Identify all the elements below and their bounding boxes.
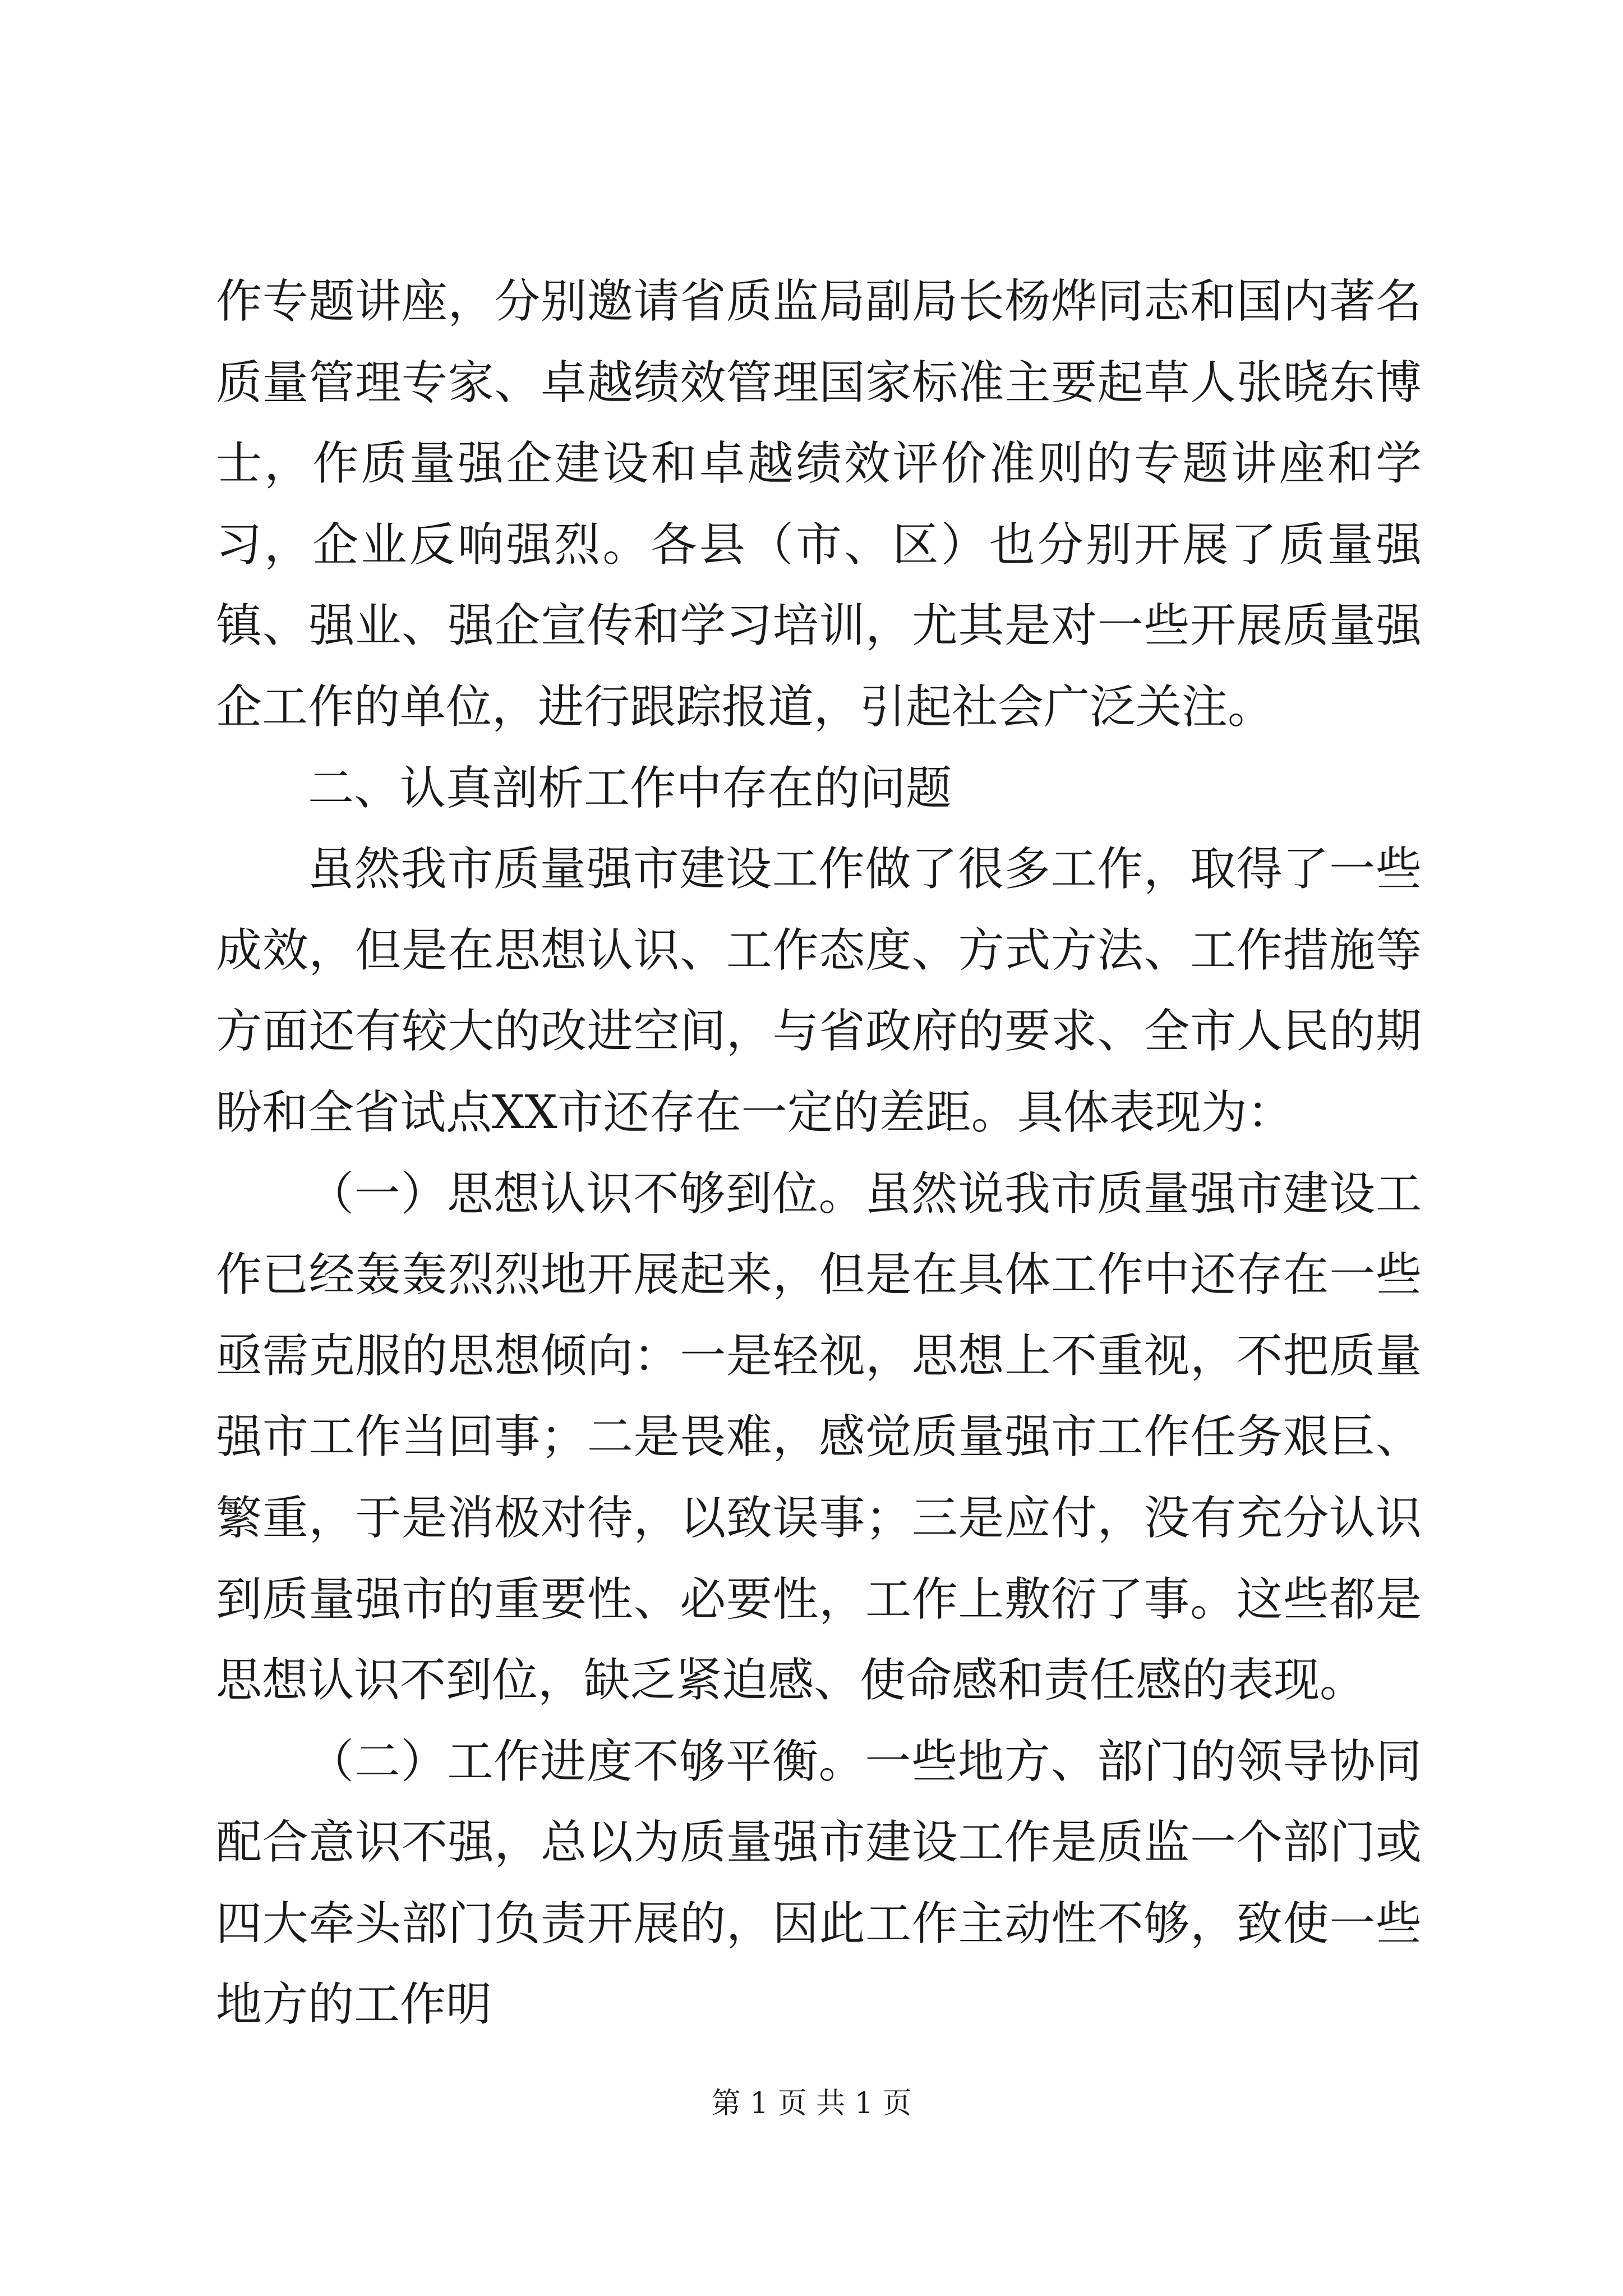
paragraph: （一）思想认识不够到位。虽然说我市质量强市建设工作已经轰轰烈烈地开展起来，但是在具体工作中还存在一些亟需克服的思想倾向：一是轻视，思想上不重视，不把质量强市工作当回事；二是畏难，感觉质量强市工作任务艰巨、繁重，于是消极对待，以致误事；三是应付，没有充分认识到质量强市的重要性、必要性，工作上敷衍了事。这些都是思想认识不到位，缺乏紧迫感、使命感和责任感的表现。 [216,1167,1422,1708]
paragraph: （二）工作进度不够平衡。一些地方、部门的领导协同配合意识不强，总以为质量强市建设工作是质监一个部门或四大牵头部门负责开展的，因此工作主动性不够，致使一些地方的工作明 [216,1734,1422,2032]
page-footer [0,2084,1623,2123]
page-number: 第 1 页 共 1 页 [711,2087,912,2120]
paragraph-continued: 作专题讲座，分别邀请省质监局副局长杨烨同志和国内著名质量管理专家、卓越绩效管理国家标准主要起草人张晓东博士，作质量强企建设和卓越绩效评价准则的专题讲座和学习，企业反响强烈。各县（市、区）也分别开展了质量强镇、强业、强企宣传和学习培训，尤其是对一些开展质量强企工作的单位，进行跟踪报道，引起社会广泛关注。 [216,275,1422,734]
paragraph: 虽然我市质量强市建设工作做了很多工作，取得了一些成效，但是在思想认识、工作态度、方式方法、工作措施等方面还有较大的改进空间，与省政府的要求、全市人民的期盼和全省试点XX市还存在一定的差距。具体表现为： [216,843,1422,1139]
section-heading: 二、认真剖析工作中存在的问题 [308,761,952,815]
document-body [216,261,1422,2046]
